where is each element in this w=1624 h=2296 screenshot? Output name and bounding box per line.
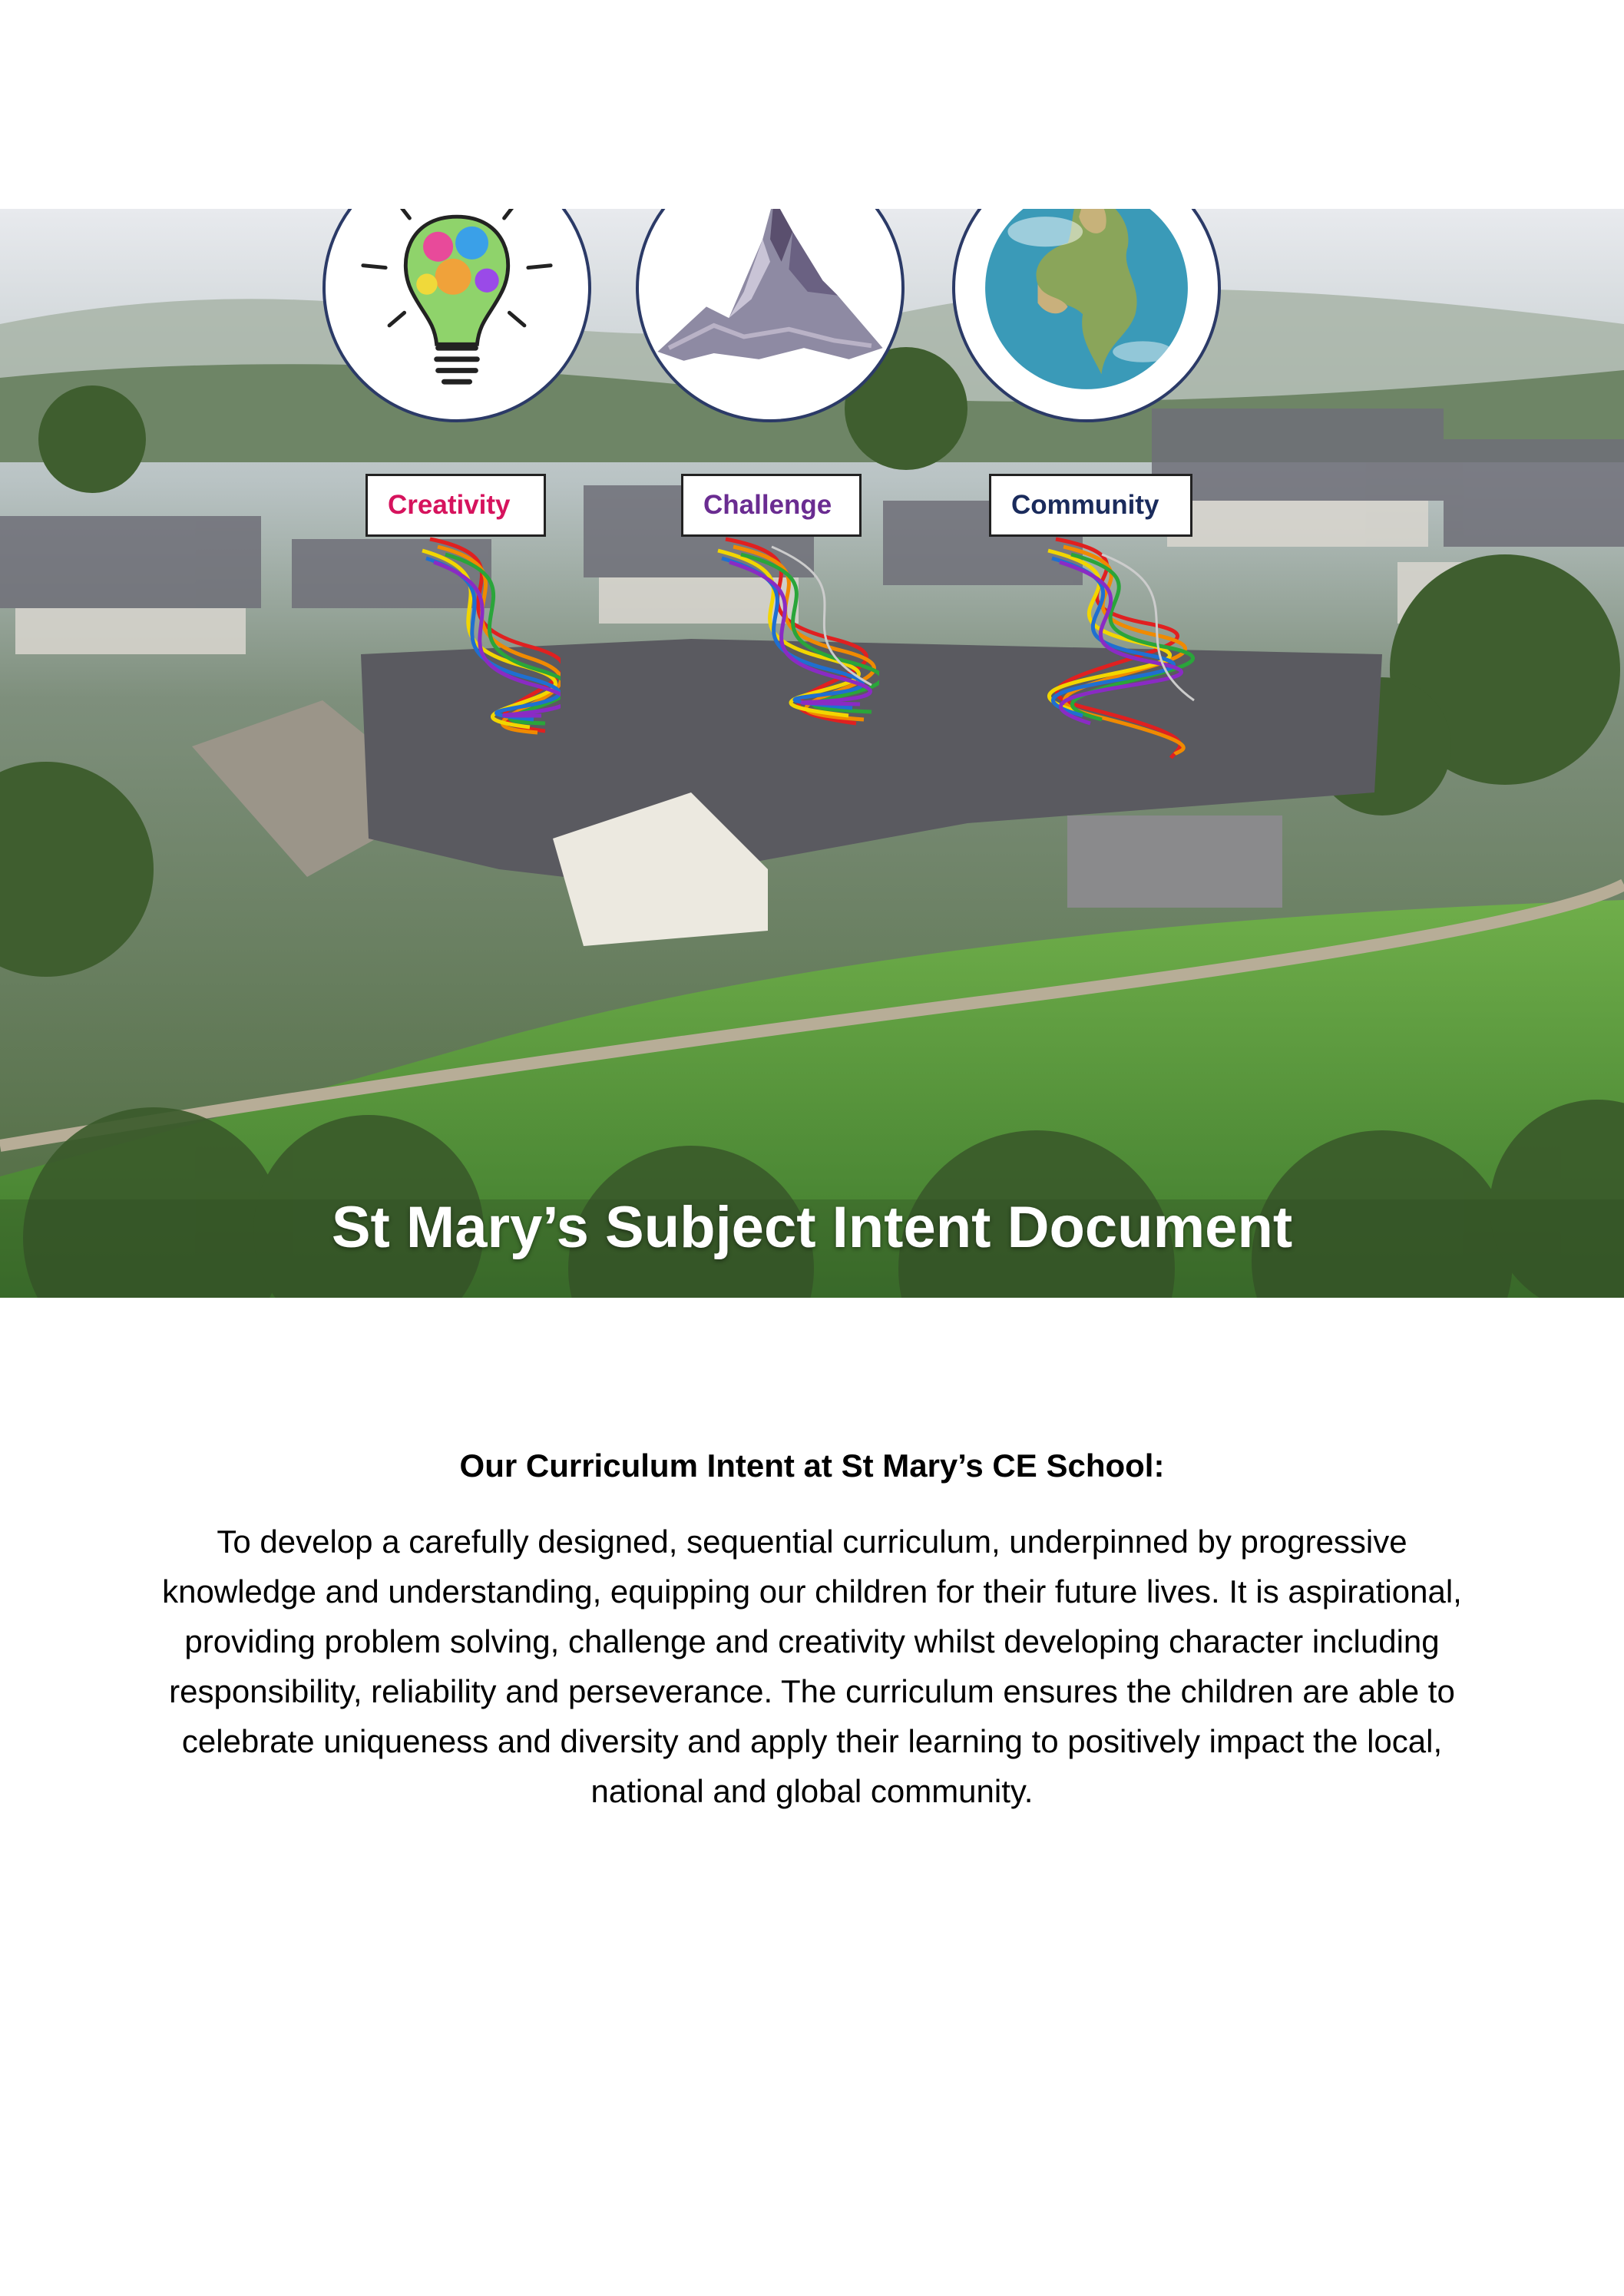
value-label-challenge [681, 474, 862, 537]
value-label-creativity [365, 474, 546, 537]
curriculum-intent-heading: Our Curriculum Intent at St Mary’s CE School: [459, 1447, 1165, 1484]
rainbow-ribbon-challenge [680, 531, 879, 731]
rainbow-ribbon-community [948, 531, 1202, 762]
rainbow-ribbon-creativity [399, 531, 561, 739]
hero-banner [0, 209, 1624, 1298]
value-label-challenge-text: Challenge [703, 490, 832, 520]
value-label-community-text: Community [1011, 490, 1159, 520]
document-title: St Mary’s Subject Intent Document [331, 1195, 1293, 1260]
value-label-community [989, 474, 1192, 537]
curriculum-intent-body: To develop a carefully designed, sequential curriculum, underpinned by progressive knowledge and understanding, equipping our children for their future lives. It is aspirational, providing problem solving, challenge and creativity whilst developing character including responsibility, reliability and perseverance. The curriculum ensures the children are able to celebrate uniqueness and diversity and apply their learning to positively impact the local, national and global community. [162, 1523, 1462, 1809]
value-label-creativity-text: Creativity [388, 490, 511, 520]
